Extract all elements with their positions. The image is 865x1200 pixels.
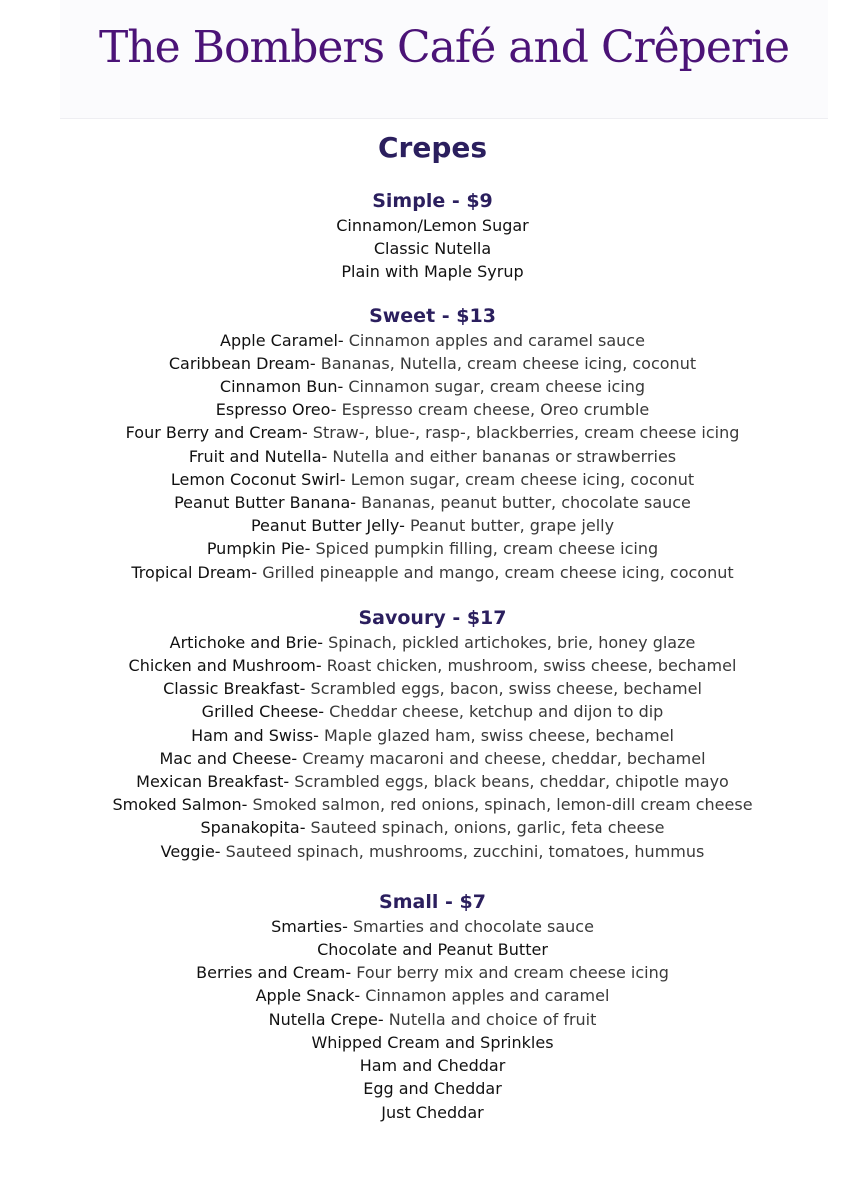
menu-item-name: Apple Caramel-	[220, 330, 344, 350]
menu-item-name: Caribbean Dream-	[168, 353, 316, 373]
menu-item-description: Grilled pineapple and mango, cream cheese icing, coconut	[257, 562, 734, 582]
menu-item	[0, 375, 865, 398]
menu-item	[0, 1101, 865, 1124]
menu-item	[0, 700, 865, 723]
menu-item	[0, 938, 865, 961]
menu-item	[0, 537, 865, 560]
menu-item-description: Bananas, peanut butter, chocolate sauce	[356, 493, 691, 513]
menu-item-description: Scrambled eggs, bacon, swiss cheese, bechamel	[305, 679, 702, 699]
menu-item-name: Lemon Coconut Swirl-	[170, 469, 346, 489]
menu-item-name: Espresso Oreo-	[215, 400, 337, 420]
menu-item	[0, 747, 865, 770]
menu-item	[0, 421, 865, 444]
menu-item-description: Espresso cream cheese, Oreo crumble	[336, 400, 650, 420]
section-title-sweet: Sweet - $13	[369, 304, 496, 327]
menu-item-name: Smoked Salmon-	[112, 795, 248, 815]
page-title: Crepes	[377, 131, 488, 164]
section-title-small: Small - $7	[379, 890, 486, 913]
section-sweet	[0, 303, 865, 584]
menu-item-description: Cinnamon apples and caramel	[360, 986, 610, 1006]
menu-item-description: Sauteed spinach, mushrooms, zucchini, tomatoes, hummus	[220, 841, 705, 861]
menu-item	[0, 631, 865, 654]
section-simple	[0, 188, 865, 284]
menu-item	[0, 1008, 865, 1031]
menu-item-name: Artichoke and Brie-	[169, 632, 324, 652]
cafe-logo: The Bombers Café and Crêperie	[98, 22, 790, 73]
menu-item-description: Spinach, pickled artichokes, brie, honey glaze	[323, 632, 696, 652]
menu-item-description: Spiced pumpkin filling, cream cheese icing	[310, 539, 659, 559]
menu-item	[0, 961, 865, 984]
menu-header	[60, 0, 828, 119]
menu-item	[0, 840, 865, 863]
menu-item-name: Tropical Dream-	[131, 562, 258, 582]
menu-item-description: Cinnamon sugar, cream cheese icing	[343, 377, 646, 397]
section-savoury	[0, 605, 865, 863]
menu-item-name: Pumpkin Pie-	[206, 539, 311, 559]
menu-item-description: Straw-, blue-, rasp-, blackberries, cream cheese icing	[307, 423, 740, 443]
menu-item-name: Fruit and Nutella-	[188, 446, 328, 466]
menu-item-description: Maple glazed ham, swiss cheese, bechamel	[318, 725, 674, 745]
sweet-items	[0, 329, 865, 584]
menu-item-description: Bananas, Nutella, cream cheese icing, coconut	[315, 353, 697, 373]
menu-item-description: Creamy macaroni and cheese, cheddar, bechamel	[297, 748, 706, 768]
menu-item-description: Lemon sugar, cream cheese icing, coconut	[345, 469, 695, 489]
menu-item-name: Berries and Cream-	[196, 963, 352, 983]
menu-item	[0, 770, 865, 793]
menu-item-name: Classic Breakfast-	[163, 679, 306, 699]
menu-item	[0, 398, 865, 421]
menu-item-description: Nutella and either bananas or strawberries	[327, 446, 677, 466]
menu-item-description: Scrambled eggs, black beans, cheddar, chipotle mayo	[289, 772, 729, 792]
menu-item	[0, 724, 865, 747]
menu-item-name: Plain with Maple Syrup	[341, 262, 524, 282]
menu-item-description: Sauteed spinach, onions, garlic, feta cheese	[305, 818, 665, 838]
menu-item-name: Chocolate and Peanut Butter	[317, 940, 548, 960]
menu-item	[0, 491, 865, 514]
section-title-savoury: Savoury - $17	[358, 606, 507, 629]
menu-item	[0, 793, 865, 816]
menu-item-name: Spanakopita-	[200, 818, 306, 838]
menu-item	[0, 237, 865, 260]
menu-item	[0, 561, 865, 584]
section-title-simple: Simple - $9	[372, 190, 493, 212]
menu-item	[0, 677, 865, 700]
menu-item-name: Cinnamon Bun-	[219, 377, 344, 397]
menu-item-name: Ham and Cheddar	[359, 1056, 506, 1076]
menu-item	[0, 654, 865, 677]
menu-item	[0, 816, 865, 839]
section-small	[0, 889, 865, 1124]
menu-content	[0, 128, 865, 1124]
menu-item-name: Grilled Cheese-	[201, 702, 325, 722]
menu-item-name: Peanut Butter Jelly-	[250, 516, 405, 536]
menu-item-description: Cheddar cheese, ketchup and dijon to dip	[324, 702, 664, 722]
menu-item-description: Nutella and choice of fruit	[383, 1009, 597, 1029]
menu-item	[0, 352, 865, 375]
menu-item	[0, 514, 865, 537]
menu-item-name: Classic Nutella	[373, 239, 492, 259]
small-items	[0, 915, 865, 1124]
menu-item-name: Cinnamon/Lemon Sugar	[336, 216, 529, 235]
menu-item-name: Nutella Crepe-	[268, 1009, 384, 1029]
menu-item-description: Peanut butter, grape jelly	[404, 516, 615, 536]
menu-item	[0, 984, 865, 1007]
menu-item-name: Mexican Breakfast-	[136, 772, 290, 792]
menu-item-description: Cinnamon apples and caramel sauce	[343, 330, 645, 350]
menu-item-name: Peanut Butter Banana-	[174, 493, 357, 513]
menu-item	[0, 329, 865, 352]
menu-item-name: Egg and Cheddar	[363, 1079, 502, 1099]
menu-item-name: Apple Snack-	[255, 986, 361, 1006]
menu-item-name: Smarties-	[271, 916, 348, 936]
menu-item	[0, 1054, 865, 1077]
menu-item-name: Just Cheddar	[381, 1102, 484, 1122]
savoury-items	[0, 631, 865, 863]
simple-items	[0, 214, 865, 284]
menu-item	[0, 1077, 865, 1100]
menu-item-name: Veggie-	[160, 841, 221, 861]
menu-item-description: Four berry mix and cream cheese icing	[351, 963, 669, 983]
menu-item-description: Smoked salmon, red onions, spinach, lemon-dill cream cheese	[247, 795, 753, 815]
menu-item-name: Ham and Swiss-	[191, 725, 319, 745]
menu-item	[0, 1031, 865, 1054]
menu-item-name: Four Berry and Cream-	[125, 423, 308, 443]
menu-item	[0, 915, 865, 938]
menu-item-name: Mac and Cheese-	[159, 748, 298, 768]
menu-item	[0, 260, 865, 283]
menu-item-description: Smarties and chocolate sauce	[347, 916, 594, 936]
menu-item-name: Whipped Cream and Sprinkles	[311, 1032, 554, 1052]
menu-item	[0, 214, 865, 237]
menu-item-description: Roast chicken, mushroom, swiss cheese, bechamel	[321, 656, 737, 676]
menu-item	[0, 468, 865, 491]
menu-item-name: Chicken and Mushroom-	[128, 656, 322, 676]
menu-item	[0, 445, 865, 468]
